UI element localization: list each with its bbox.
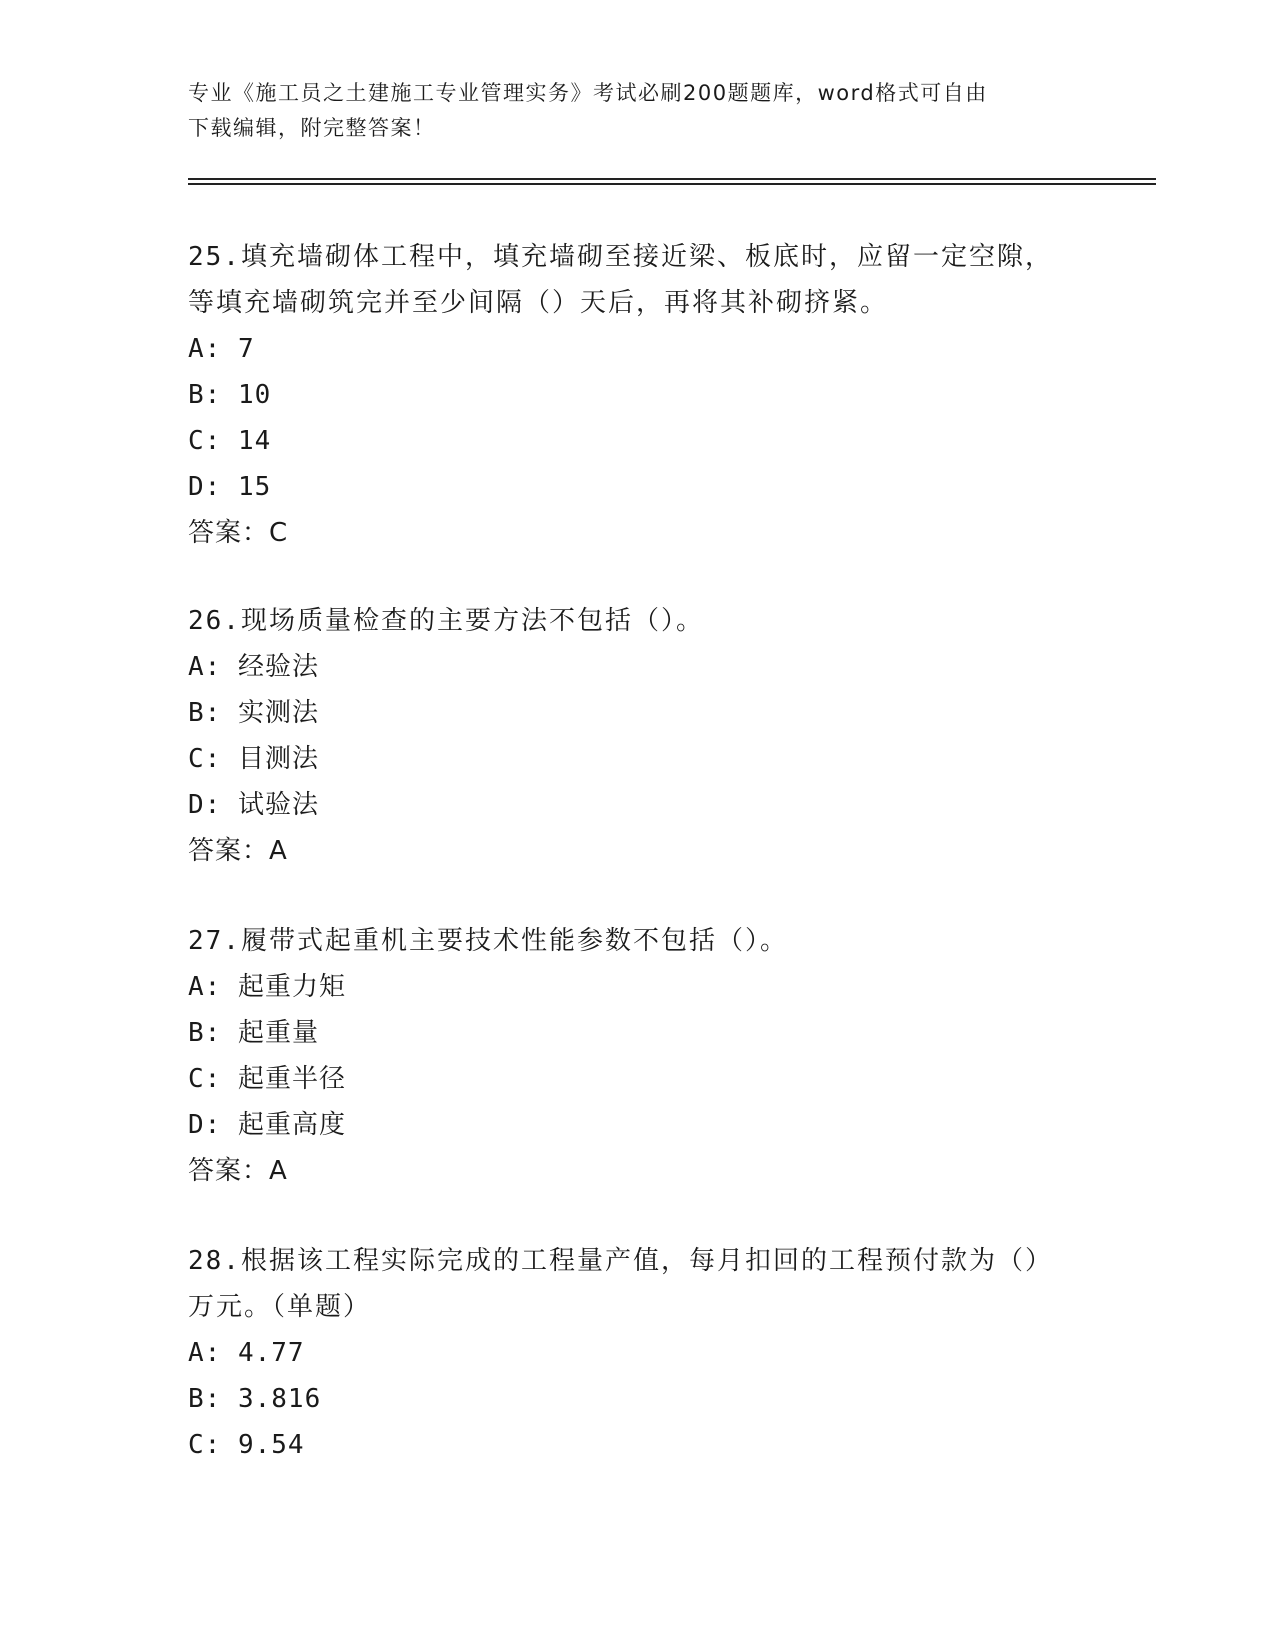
header-divider-top: [188, 178, 1156, 180]
question-stem: 28.根据该工程实际完成的工程量产值，每月扣回的工程预付款为（）: [188, 1246, 1053, 1276]
question-28: [188, 1238, 1088, 1468]
option-d: D: 试验法: [188, 790, 319, 820]
option-d: D: 15: [188, 472, 272, 502]
option-b: B: 实测法: [188, 698, 319, 728]
option-a: A: 7: [188, 334, 255, 364]
option-c: C: 起重半径: [188, 1064, 346, 1094]
answer: 答案：C: [188, 518, 289, 548]
question-stem: 等填充墙砌筑完并至少间隔（）天后，再将其补砌挤紧。: [188, 288, 889, 318]
option-c: C: 14: [188, 426, 272, 456]
question-stem: 27.履带式起重机主要技术性能参数不包括（）。: [188, 926, 788, 956]
option-c: C: 9.54: [188, 1430, 305, 1460]
option-a: A: 4.77: [188, 1338, 305, 1368]
option-b: B: 3.816: [188, 1384, 322, 1414]
option-a: A: 经验法: [188, 652, 319, 682]
header-divider-bottom: [188, 183, 1156, 185]
header-line-1: 专业《施工员之土建施工专业管理实务》考试必刷200题题库，word格式可自由: [188, 81, 988, 105]
answer: 答案：A: [188, 836, 288, 866]
header-line-2: 下载编辑，附完整答案！: [188, 116, 436, 140]
answer: 答案：A: [188, 1156, 288, 1186]
question-27: [188, 918, 1088, 1194]
question-stem: 26.现场质量检查的主要方法不包括（）。: [188, 606, 704, 636]
question-stem: 25.填充墙砌体工程中，填充墙砌至接近梁、板底时，应留一定空隙，: [188, 242, 1053, 272]
option-d: D: 起重高度: [188, 1110, 346, 1140]
option-b: B: 10: [188, 380, 272, 410]
question-26: [188, 598, 1088, 874]
document-header: [188, 76, 1088, 146]
question-25: [188, 234, 1088, 556]
option-b: B: 起重量: [188, 1018, 319, 1048]
question-stem: 万元。（单题）: [188, 1292, 372, 1322]
option-c: C: 目测法: [188, 744, 319, 774]
option-a: A: 起重力矩: [188, 972, 346, 1002]
